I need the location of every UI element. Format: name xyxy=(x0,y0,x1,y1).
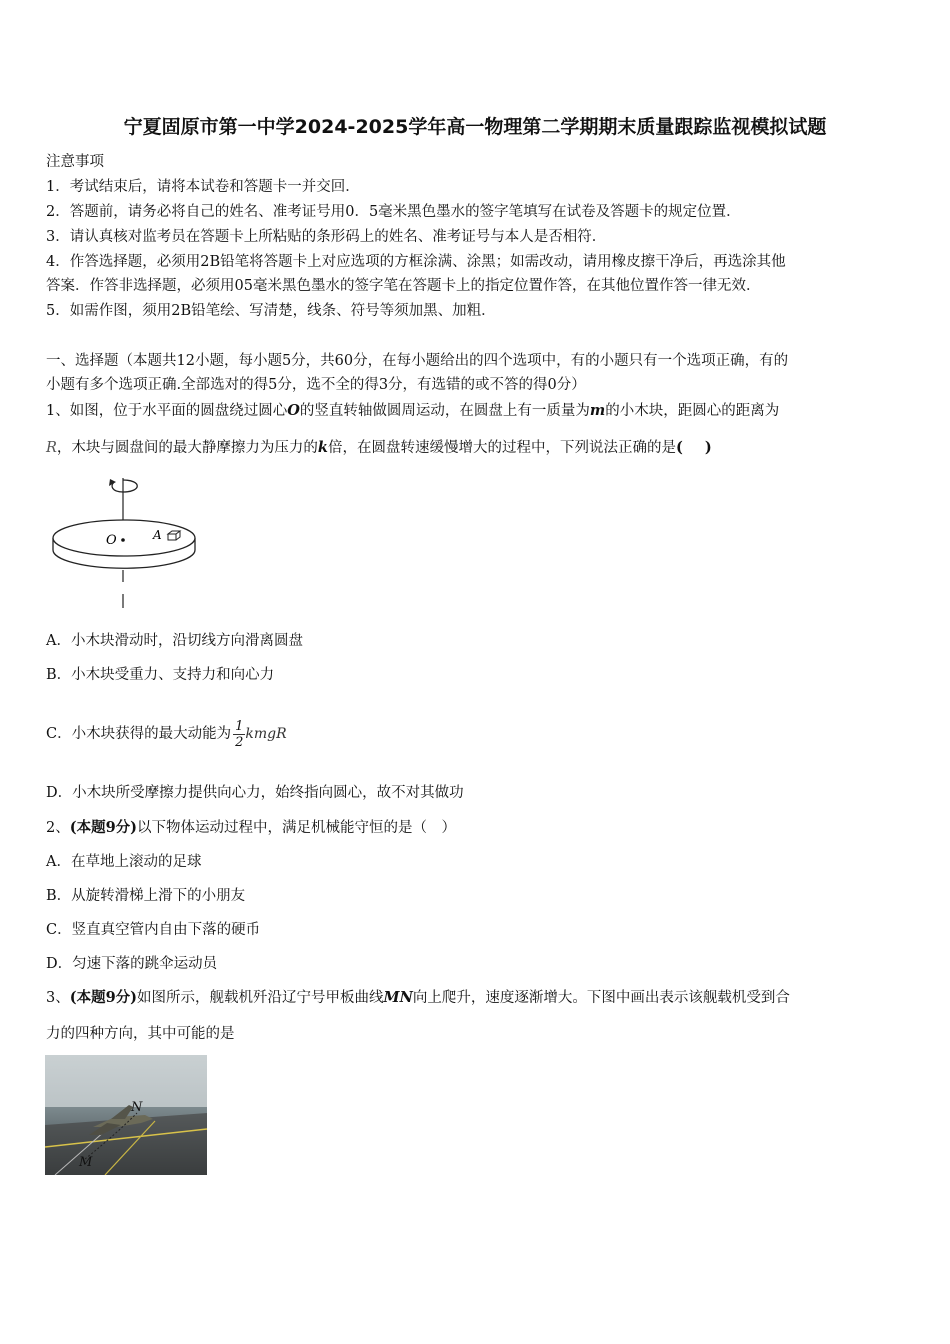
q3-var-mn: MN xyxy=(383,989,413,1006)
q1-disc-figure xyxy=(50,470,200,612)
q1-stem-line1 xyxy=(46,401,779,421)
page-title: 宁夏固原市第一中学2024-2025学年高一物理第二学期期末质量跟踪监视模拟试题 xyxy=(123,116,827,138)
q1-option-b[interactable]: B．小木块受重力、支持力和向心力 xyxy=(46,667,275,683)
q1-var-r: R xyxy=(46,440,57,456)
q3-score: (本题9分) xyxy=(69,989,138,1006)
q1-option-c-fraction xyxy=(233,719,245,750)
notice-item-4: 4．作答选择题，必须用2B铅笔将答题卡上对应选项的方框涂满、涂黑；如需改动，请用橡皮擦干净后，再选涂其他 xyxy=(46,254,786,270)
q1-paren-close: ) xyxy=(704,439,712,456)
q2-option-c[interactable]: C．竖直真空管内自由下落的硬币 xyxy=(46,922,261,938)
wooden-block-icon xyxy=(168,531,180,540)
q3-number: 3、 xyxy=(46,990,70,1006)
q1-paren-open: ( xyxy=(675,439,683,456)
label-m: M xyxy=(79,1155,93,1170)
q2-option-b[interactable]: B．从旋转滑梯上滑下的小朋友 xyxy=(46,888,246,904)
q3-text-a: 如图所示，舰载机歼沿辽宁号甲板曲线 xyxy=(137,990,384,1006)
label-n: N xyxy=(131,1100,143,1115)
notice-item-3: 3．请认真核对监考员在答题卡上所粘贴的条形码上的姓名、准考证号与本人是否相符． xyxy=(46,229,607,245)
q3-stem-line1 xyxy=(46,988,790,1008)
q1-option-c-expr: kmgR xyxy=(245,726,287,742)
label-o: O xyxy=(106,533,117,548)
q1-text-b: 的竖直转轴做圆周运动，在圆盘上有一质量为 xyxy=(299,403,590,419)
q1-var-k: k xyxy=(317,439,328,456)
q1-text-c: 的小木块，距圆心的距离为 xyxy=(605,403,780,419)
label-a: A xyxy=(153,528,162,542)
q2-number: 2、 xyxy=(46,820,70,836)
q2-stem xyxy=(46,818,456,838)
q1-text-d: ，木块与圆盘间的最大静摩擦力为压力的 xyxy=(56,440,318,456)
q1-option-a[interactable]: A．小木块滑动时，沿切线方向滑离圆盘 xyxy=(46,633,303,649)
q1-var-o: O xyxy=(287,402,300,419)
q1-text-e: 倍，在圆盘转速缓慢增大的过程中，下列说法正确的是 xyxy=(327,440,676,456)
q3-stem-line2: 力的四种方向，其中可能的是 xyxy=(46,1026,235,1042)
notice-heading: 注意事项 xyxy=(46,154,104,170)
q2-score: (本题9分) xyxy=(69,819,138,836)
q2-option-d[interactable]: D．匀速下落的跳伞运动员 xyxy=(46,956,218,972)
q2-text: 以下物体运动过程中，满足机械能守恒的是（ ） xyxy=(137,820,457,836)
q2-option-a[interactable]: A．在草地上滚动的足球 xyxy=(46,854,202,870)
q1-option-c[interactable] xyxy=(46,714,287,754)
q1-option-c-text: C．小木块获得的最大动能为 xyxy=(46,726,232,742)
q1-stem-line2 xyxy=(46,438,712,458)
section-header-line1: 一、选择题（本题共12小题，每小题5分，共60分，在每小题给出的四个选项中，有的小题只有一个选项正确，有的 xyxy=(46,353,789,369)
notice-item-5: 5．如需作图，须用2B铅笔绘、写清楚，线条、符号等须加黑、加粗． xyxy=(46,303,496,319)
q1-text-a: 1、如图，位于水平面的圆盘绕过圆心 xyxy=(46,403,288,419)
fraction-numerator: 1 xyxy=(235,718,244,734)
rotation-arrow-icon xyxy=(112,480,137,492)
q3-carrier-photo xyxy=(45,1055,207,1175)
q1-option-d[interactable]: D．小木块所受摩擦力提供向心力，始终指向圆心，故不对其做功 xyxy=(46,785,464,801)
notice-item-1: 1．考试结束后，请将本试卷和答题卡一并交回． xyxy=(46,179,360,195)
q3-text-b: 向上爬升，速度逐渐增大。下图中画出表示该舰载机受到合 xyxy=(412,990,790,1006)
section-header-line2: 小题有多个选项正确.全部选对的得5分，选不全的得3分，有选错的或不答的得0分） xyxy=(46,377,586,393)
disc-center-dot xyxy=(121,538,125,542)
fraction-denominator: 2 xyxy=(235,734,244,750)
notice-item-4-cont: 答案．作答非选择题，必须用05毫米黑色墨水的签字笔在答题卡上的指定位置作答，在其他位置作答一律无效． xyxy=(46,278,761,294)
q1-var-m: m xyxy=(589,402,606,419)
notice-item-2: 2．答题前，请务必将自己的姓名、准考证号用0．5毫米黑色墨水的签字笔填写在试卷及答题卡的规定位置． xyxy=(46,204,741,220)
